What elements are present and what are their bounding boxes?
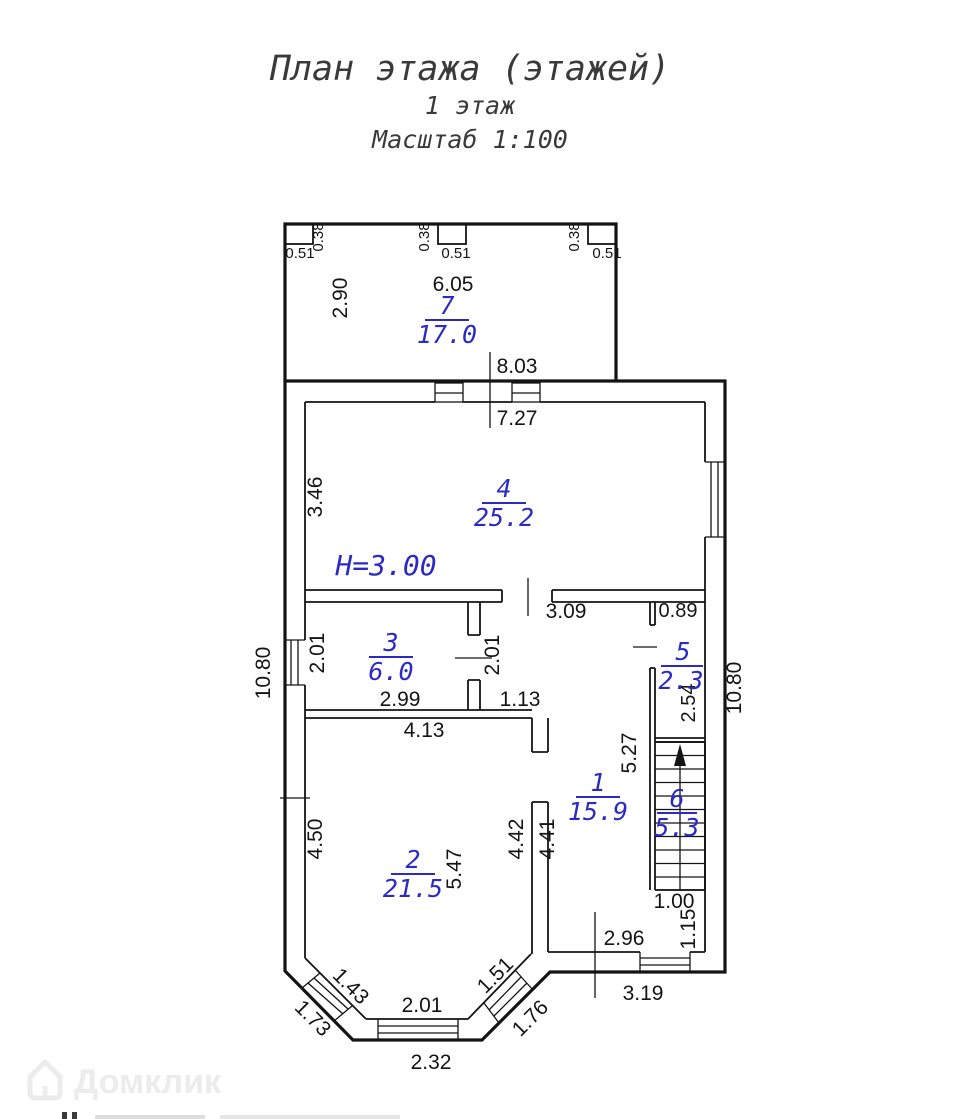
terrace-pillar-right [588, 224, 616, 244]
ceiling-height-note: H=3.00 [335, 549, 437, 582]
dimension-ticks [280, 352, 657, 998]
dim-depth-total-left: 10.80 [252, 646, 275, 700]
dim-bay-left-outer: 1.73 [290, 995, 336, 1041]
watermark [30, 1062, 222, 1101]
room-3-area: 6.0 [368, 657, 414, 686]
dim-bay-right-outer: 1.76 [507, 995, 553, 1041]
dim-top-width-outer: 8.03 [496, 355, 538, 378]
room-7-number: 7 [439, 291, 455, 320]
dim-pillar-right-d: 0.38 [566, 222, 583, 252]
dim-terrace-depth: 2.90 [329, 277, 352, 319]
room-3-number: 3 [383, 628, 399, 657]
dim-room5-width: 0.89 [658, 600, 698, 622]
plan-title: План этажа (этажей) [269, 49, 671, 89]
dim-hall-depth: 2.01 [481, 634, 504, 676]
room-6-area: 5.3 [654, 813, 700, 842]
dim-pillar-mid-d: 0.38 [416, 222, 433, 252]
watermark-brand: Домклик [74, 1063, 222, 1101]
dim-wall12-depth-right: 4.41 [536, 818, 559, 860]
dim-bay-right-inner: 1.51 [472, 952, 518, 998]
dim-wall12-depth-left: 4.42 [505, 818, 528, 860]
scale-subtitle: Масштаб 1:100 [372, 125, 568, 154]
dim-bay-left-inner: 1.43 [328, 963, 374, 1009]
dim-bay-bottom-outer: 2.32 [410, 1051, 452, 1074]
partition-walls [305, 590, 705, 954]
dimension-labels [252, 222, 746, 1074]
room-7-area: 17.0 [416, 320, 478, 349]
window-left-wall [285, 640, 305, 685]
room-4-area: 25.2 [473, 503, 535, 532]
room-2-number: 2 [405, 845, 421, 874]
cutoff-glyph-fragment-2 [72, 1112, 77, 1119]
room-4-number: 4 [496, 474, 512, 503]
room-5-number: 5 [675, 637, 691, 666]
floor-subtitle: 1 этаж [424, 91, 516, 120]
dim-pillar-left-w: 0.51 [285, 245, 315, 262]
terrace-pillar-left [285, 224, 313, 244]
dim-terrace-width: 6.05 [432, 273, 474, 296]
room-2-area: 21.5 [382, 874, 444, 903]
dim-room3-depth: 2.01 [306, 632, 329, 674]
dim-bottom-width-inner: 2.96 [603, 927, 645, 950]
house-logo-icon [30, 1062, 60, 1098]
window-bay-bottom [378, 1019, 458, 1040]
dim-stairwell-depth: 5.27 [618, 732, 641, 774]
dim-room2-depth-left: 4.50 [304, 818, 327, 860]
dim-bay-bottom-inner: 2.01 [401, 994, 443, 1017]
room-1-area: 15.9 [567, 797, 629, 826]
dim-bottom-width-outer: 3.19 [622, 982, 664, 1005]
cutoff-text-sliver [62, 1112, 400, 1119]
dim-room5-depth: 2.54 [678, 683, 700, 723]
cutoff-glyph-fragment [62, 1112, 67, 1119]
dim-depth-total-right: 10.80 [723, 661, 746, 715]
room-6-number: 6 [669, 784, 685, 813]
walls [285, 224, 725, 1040]
dim-hall-width-top: 3.09 [545, 600, 587, 623]
dim-pillar-mid-w: 0.51 [441, 245, 471, 262]
cutoff-line-fragment-2 [220, 1115, 400, 1119]
dim-room2-depth-mid: 5.47 [443, 848, 466, 890]
dim-room3-width: 2.99 [379, 688, 421, 711]
room-5-area: 2.3 [658, 666, 704, 695]
room-1-number: 1 [590, 768, 606, 797]
dim-room4-depth: 3.46 [304, 476, 327, 518]
tick-lines [280, 352, 657, 998]
dim-stairs-to-wall: 1.15 [677, 908, 700, 950]
title-block [269, 49, 670, 154]
dim-room2-width: 4.13 [403, 719, 445, 742]
cutoff-line-fragment [95, 1115, 205, 1119]
dim-pillar-right-w: 0.51 [592, 245, 622, 262]
dim-stairs-width: 1.00 [653, 890, 695, 913]
terrace-pillar-mid [438, 224, 466, 244]
window-bottom-wall [640, 952, 690, 972]
dim-room4-width: 7.27 [496, 407, 538, 430]
window-right-wall [705, 462, 725, 537]
dim-hall-notch-width: 1.13 [499, 688, 541, 711]
dim-pillar-left-d: 0.38 [310, 222, 327, 252]
